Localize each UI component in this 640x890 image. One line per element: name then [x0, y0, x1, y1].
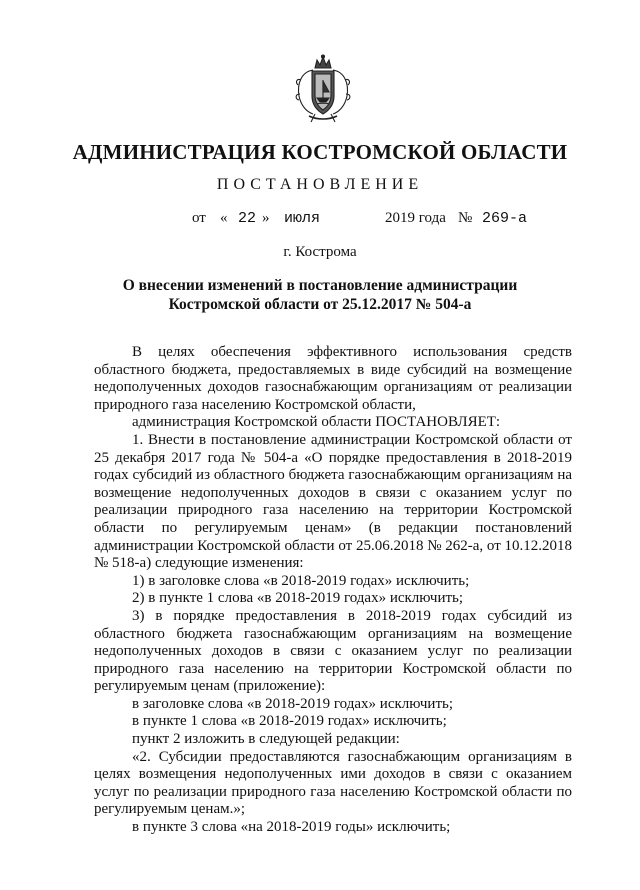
date-line: [0, 210, 640, 230]
subject-line-2: Костромской области от 25.12.2017 № 504-а: [168, 296, 472, 313]
document-number: 269-а: [482, 210, 528, 227]
document-subject: [100, 276, 540, 314]
document-body: [94, 344, 572, 837]
paragraph: в пункте 1 слова «в 2018-2019 годах» исключить;: [132, 713, 447, 730]
paragraph: пункт 2 изложить в следующей редакции:: [132, 731, 400, 748]
date-day: 22: [238, 210, 257, 227]
city: г. Кострома: [283, 244, 357, 260]
paragraph: администрация Костромской области ПОСТАНОВЛЯЕТ:: [132, 414, 501, 431]
organization-title: АДМИНИСТРАЦИЯ КОСТРОМСКОЙ ОБЛАСТИ: [72, 140, 568, 164]
paragraph: «2. Субсидии предоставляются газоснабжающим организациям в целях возмещения недополученных ими доходов в связи с оказанием услуг по реализации природного газа населению Костромской области по регулируемым ценам.»;: [94, 748, 572, 818]
document-type: ПОСТАНОВЛЕНИЕ: [216, 176, 424, 193]
paragraph: 3) в порядке предоставления в 2018-2019 годах субсидий из областного бюджета газоснабжающим организациям на возмещение недополученных доходов в связи с оказанием услуг по реализации природного газа населению на территории Костромской области по регулируемым ценам (приложение):: [94, 607, 572, 695]
subject-line-1: О внесении изменений в постановление администрации: [122, 277, 518, 294]
paragraph: 2) в пункте 1 слова «в 2018-2019 годах» исключить;: [132, 590, 464, 607]
paragraph: В целях обеспечения эффективного использования средств областного бюджета, предоставляемых в виде субсидий на возмещение недополученных доходов газоснабжающим организациям от реализации природного газа населению Костромской области,: [94, 344, 572, 413]
paragraph: 1. Внести в постановление администрации Костромской области от 25 декабря 2017 года № 504-а «О порядке предоставления в 2018-2019 годах субсидий из областного бюджета газоснабжающим организациям на возмещение недополученных доходов в связи с оказанием услуг по реализации природного газа населению на территории Костромской области по регулируемым ценам» (в редакции постановлений администрации Костромской области от 25.06.2018 № 262-а, от 10.12.2018 № 518-а) следующие изменения:: [94, 431, 573, 572]
kostroma-coat-of-arms-icon: [293, 54, 353, 124]
date-prefix: от: [192, 210, 206, 226]
date-month: июля: [284, 210, 321, 227]
date-quote-close: »: [262, 210, 270, 226]
number-sign: №: [458, 210, 473, 226]
paragraph: 1) в заголовке слова «в 2018-2019 годах» исключить;: [132, 572, 470, 589]
paragraph: в заголовке слова «в 2018-2019 годах» исключить;: [132, 695, 454, 712]
date-year: 2019 года: [385, 210, 446, 226]
date-quote-open: «: [220, 210, 228, 226]
paragraph: в пункте 3 слова «на 2018-2019 годы» исключить;: [132, 819, 451, 836]
